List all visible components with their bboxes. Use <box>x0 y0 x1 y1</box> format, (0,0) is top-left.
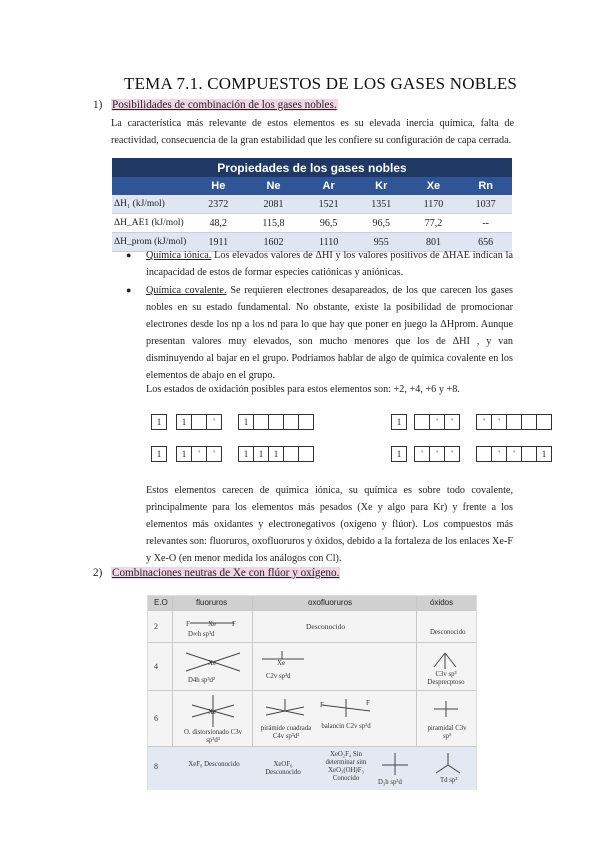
svg-text:Xe: Xe <box>208 620 217 628</box>
element-header: Xe <box>408 177 460 195</box>
section-1-number: 1) <box>93 99 103 111</box>
table-row: 6 Xe O. distorsionado C3v sp³d³ pirámide cuadrada C4v sp³d² F F balancín C2v sp³d piramidal C3v sp³ <box>148 690 476 747</box>
octahedral-icon <box>188 693 238 729</box>
orbital-box: ' ' <box>414 414 460 430</box>
properties-table <box>112 158 512 252</box>
intro-paragraph: La característica más relevante de estos elementos es su elevada inercia química, falta de reactividad, consecuencia de la gran estabilidad que les confiere su configuración de capa cerrada. <box>111 118 514 146</box>
seesaw-icon <box>320 697 374 719</box>
table-row: 4 Xe D4h sp³d² Xe C2v sp³d C3v sp³ Desprecptoso <box>148 642 476 691</box>
oxidation-states-text: Los estados de oxidación posibles para estos elementos son: +2, +4, +6 y +8. <box>146 384 460 395</box>
element-header: Ar <box>302 177 355 195</box>
orbital-box: ' ' 1 <box>476 446 552 462</box>
pyramidal-icon <box>430 649 460 671</box>
table-caption: Propiedades de los gases nobles <box>112 158 512 177</box>
orbital-box: 1 <box>391 414 407 430</box>
square-pyramid-icon <box>262 697 308 723</box>
orbital-box: 1 <box>238 414 314 430</box>
square-planar-icon <box>182 649 244 675</box>
section-1 <box>93 99 493 115</box>
bullet-icon: ● <box>126 250 132 260</box>
svg-text:F: F <box>232 620 236 628</box>
bullet-term: Química iónica. <box>146 250 212 261</box>
table-row: 2 F Xe F D∞h sp³d Desconocido Desconocido <box>148 610 476 643</box>
figure-header: E.O fluoruros oxofluoruros óxidos <box>148 596 476 610</box>
element-header: Kr <box>355 177 408 195</box>
xenon-compounds-figure <box>147 595 477 790</box>
orbital-box: 1 <box>151 446 167 462</box>
element-header: Rn <box>459 177 512 195</box>
orbital-box: ' ' ' <box>414 446 460 462</box>
table-row: ΔH_prom (kJ/mol) 1911 1602 1110 955 801 656 <box>112 233 512 252</box>
element-header: Ne <box>245 177 303 195</box>
bullet-text: Los elevados valores de ΔHI y los valores positivos de ΔHAE indican la incapacidad de estos de formar especies catiónicas y aniónicas. <box>146 250 513 278</box>
table-row: ΔH₁ (kJ/mol) 2372 2081 1521 1351 1170 1037 <box>112 195 512 214</box>
section-1-heading: Posibilidades de combinación de los gases nobles. <box>112 99 337 111</box>
orbital-box: ' ' <box>476 414 552 430</box>
orbital-box: 1 1 1 <box>238 446 314 462</box>
section-2 <box>93 567 493 583</box>
svg-text:Xe: Xe <box>277 659 286 667</box>
seesaw-icon <box>260 649 306 669</box>
bullet-covalent <box>146 282 513 384</box>
svg-text:F: F <box>320 701 324 709</box>
bullet-text: Se requieren electrones desapareados, de los que carecen los gases nobles en su estado fundamental. No obstante, existe la posibilidad de promocionar electrones desde los np a los nd para lo que hay que poner en juego la ΔHprom. Aunque presentan valores muy elevados, son mucho menores que los de ΔHI , y van disminuyendo al bajar en el grupo. Podríamos hablar de algo de química covalente en los elementos de abajo en el grupo. <box>146 285 513 381</box>
element-header: He <box>192 177 245 195</box>
section-2-heading: Combinaciones neutras de Xe con flúor y oxígeno. <box>112 567 340 579</box>
compounds-paragraph: Estos elementos carecen de química iónica, su química es sobre todo covalente, principalmente para los elementos más pesados (Xe y algo para Kr) y frente a los elementos más oxidantes y electronegativos (oxígeno y flúor). Los compuestos más relevantes son: fluoruros, oxofluoruros y óxidos, debido a la fortaleza de los enlaces Xe-F y Xe-O (en menor medida los análogos con Cl). <box>146 485 513 564</box>
orbital-box: 1 <box>391 446 407 462</box>
bullet-icon: ● <box>126 285 132 295</box>
orbital-box: 1 ' ' <box>176 446 222 462</box>
svg-text:Xe: Xe <box>208 708 217 716</box>
orbital-box: 1 <box>151 414 167 430</box>
table-row: 8 XeF₈ Desconocido XeOF₆ Desconocido XeO₂F₄ Sin determinar sim XeO₃(OH)F₃ Conocido D₃h sp³d Td sp³ <box>148 746 476 790</box>
svg-text:F: F <box>366 699 370 707</box>
orbital-box: 1 ' <box>176 414 222 430</box>
svg-text:Xe: Xe <box>208 659 217 667</box>
linear-molecule-icon <box>186 617 238 629</box>
page-title: TEMA 7.1. COMPUESTOS DE LOS GASES NOBLES <box>124 74 518 93</box>
trigonal-bipyramid-icon <box>378 751 412 777</box>
bullet-ionic <box>146 247 513 281</box>
trigonal-icon <box>430 699 462 721</box>
svg-text:F: F <box>186 620 190 628</box>
bullet-term: Química covalente. <box>146 285 227 296</box>
tetrahedral-icon <box>432 751 464 775</box>
table-row: ΔH_AE1 (kJ/mol) 48,2 115,8 96,5 96,5 77,2 -- <box>112 214 512 233</box>
section-2-number: 2) <box>93 567 103 579</box>
